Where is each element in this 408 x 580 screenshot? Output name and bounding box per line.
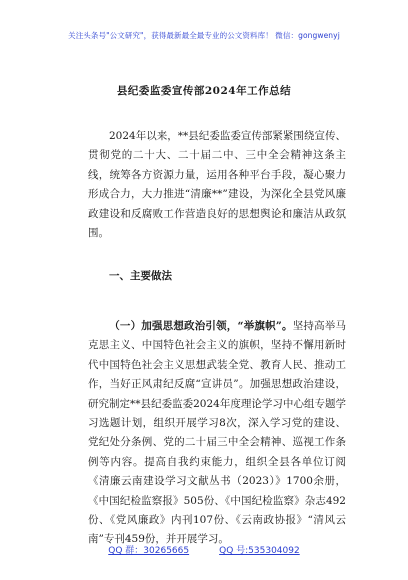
section-heading-text: 一、主要做法 (109, 270, 172, 282)
footer-qq-number[interactable]: QQ 号:535304092 (219, 546, 300, 556)
intro-paragraph (88, 127, 346, 243)
paragraph-lead-heading: （一）加强思想政治引领，“举旗帜”。 (109, 320, 293, 332)
section-heading-main-practices (88, 268, 172, 283)
document-title: 县纪委监委宣传部2024年工作总结 (116, 85, 292, 97)
paragraph-body-text: 坚持高举马克思主义、中国特色社会主义的旗帜，坚持不懈用新时代中国特色社会主义思想武装全党、教育人民、推动工作，当好正风肃纪反腐“宣讲员”。加强思想政治建设，研究制定**县纪委监委2024年度理论学习中心组专题学习选题计划，组织开展学习8次，深入学习党的建设、党纪处分条例、党的二十届三中全会精神、巡视工作条例等内容。提高自我约束能力，组织全县各单位订阅《清廉云南建设学习文献丛书（2023）》1700余册，《中国纪检监察报》505份、《中国纪检监察》杂志492份、《党风廉政》内刊107份、《云南政协报》“清风云南”专刊459份，并开展学习。 (88, 320, 346, 546)
footer-contacts (0, 543, 408, 556)
paragraph-political-guidance (88, 317, 346, 550)
intro-text: 2024年以来，**县纪委监委宣传部紧紧围绕宣传、贯彻党的二十大、二十届二中、三中全会精神这条主线，统筹各方资源力量，运用各种平台手段，凝心聚力形成合力，大力推进“清廉**”建设，为深化全县党风廉政建设和反腐败工作营造良好的思想舆论和廉洁从政氛围。 (88, 130, 346, 240)
header-promo-note: 关注头条号"公文研究"，获得最新最全最专业的公文资料库！ 微信：gongwenyj (68, 31, 340, 40)
footer-qq-group[interactable]: QQ 群：30265665 (108, 546, 190, 556)
